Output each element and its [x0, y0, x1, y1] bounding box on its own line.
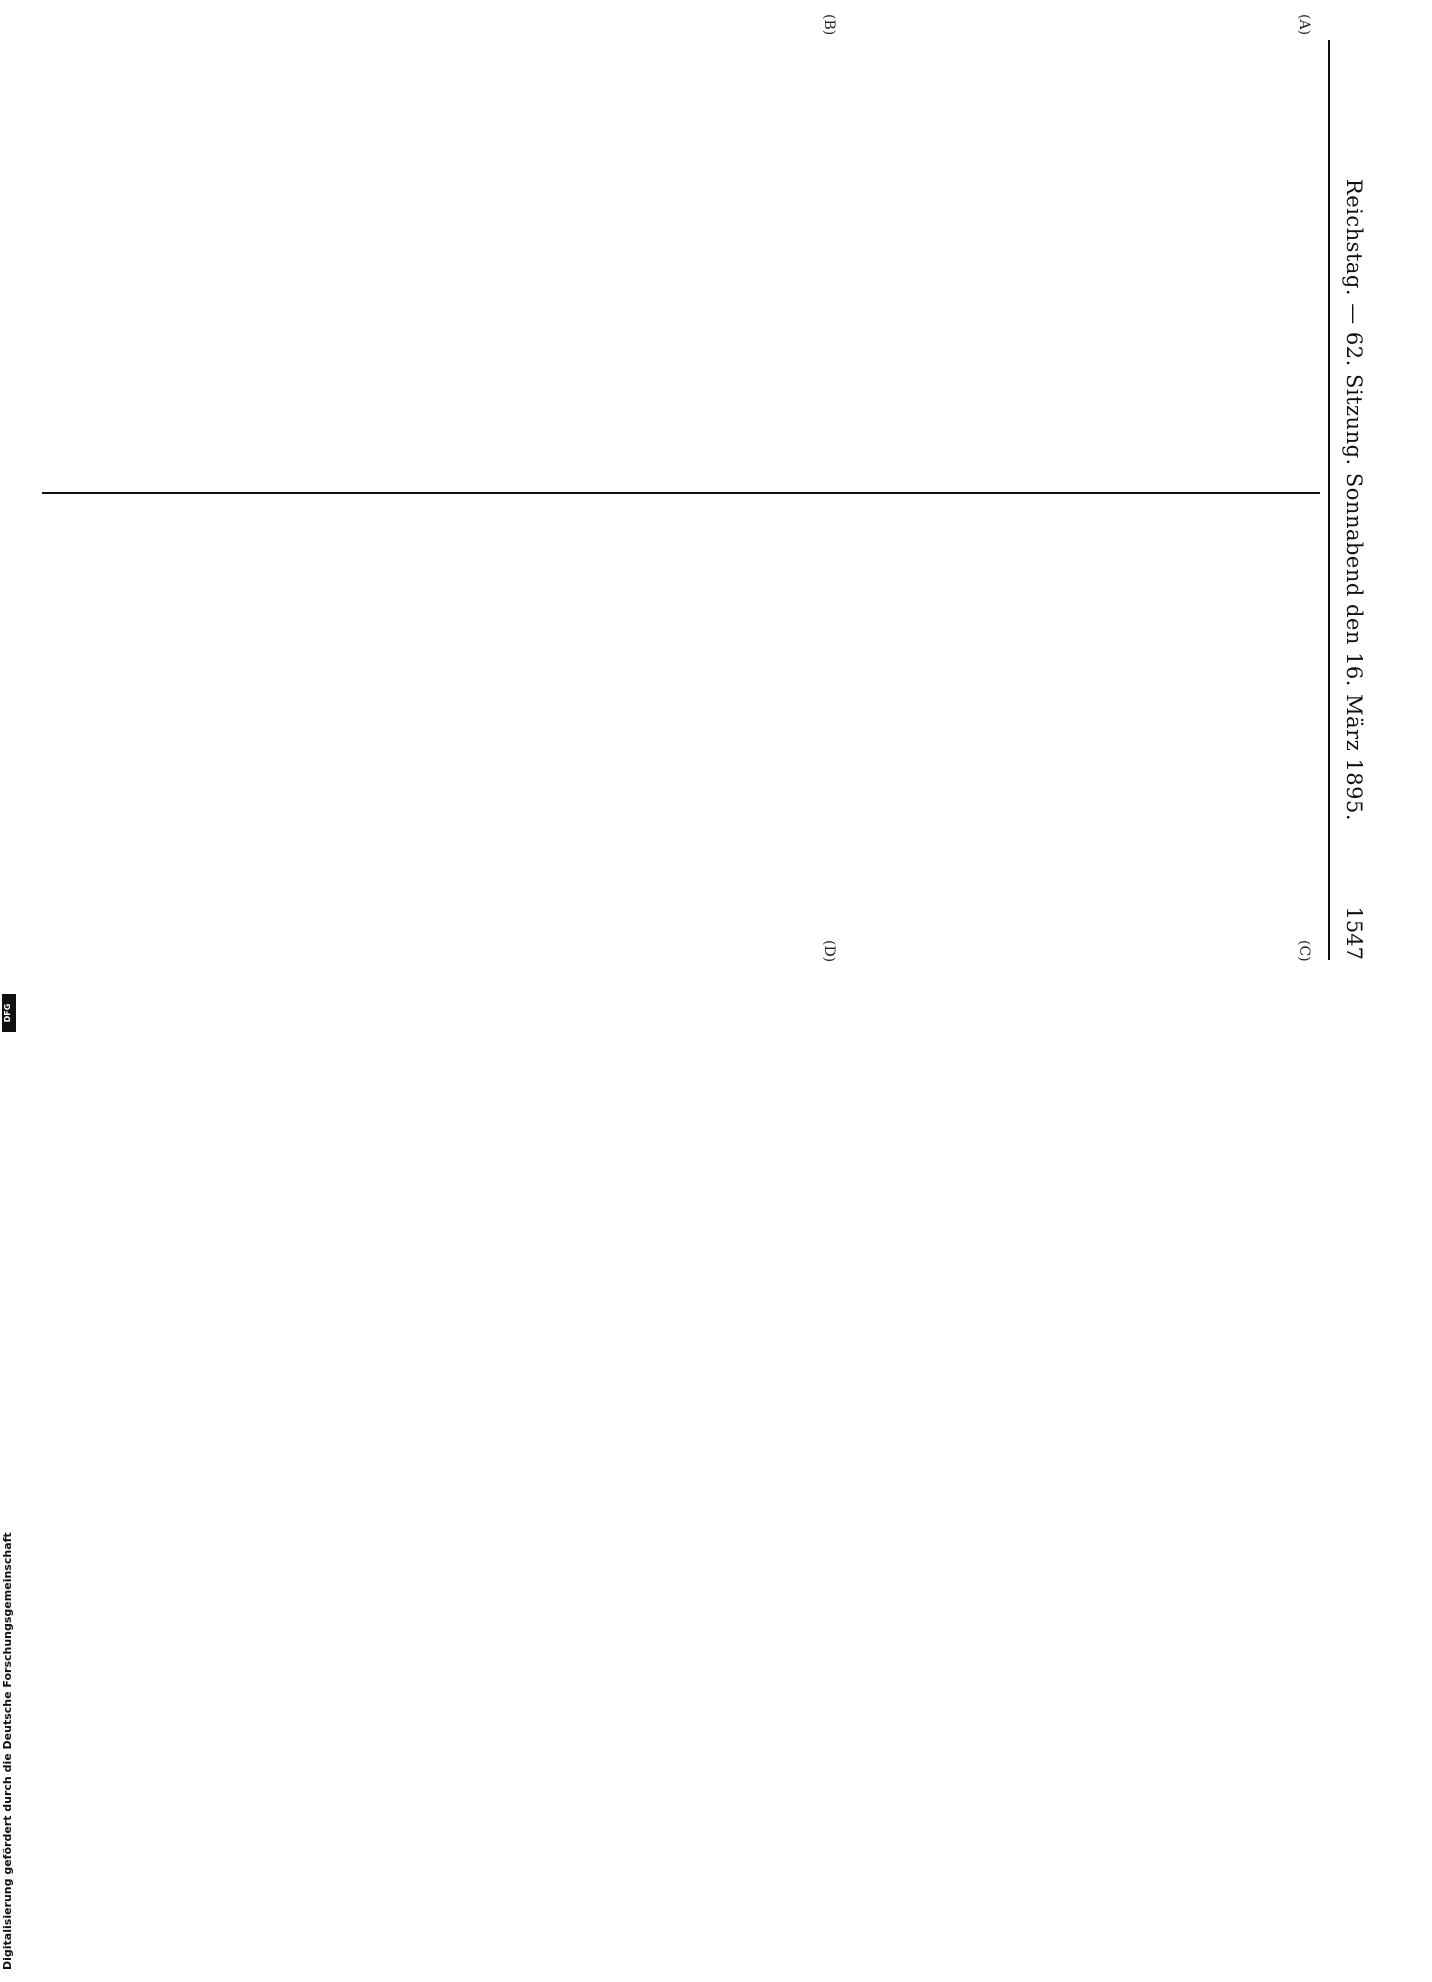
margin-marker-b: (B)	[821, 14, 837, 36]
dfg-logo-text: DFG	[3, 1003, 12, 1023]
header-rule	[1328, 40, 1330, 960]
page-header	[1332, 40, 1372, 960]
header-title: Reichstag. — 62. Sitzung. Sonnabend den 16. März 1895.	[1342, 178, 1366, 822]
digitization-credit	[0, 982, 1432, 1970]
text-column-left	[42, 60, 1320, 465]
margin-marker-d: (D)	[821, 940, 837, 963]
dfg-logo	[2, 994, 16, 1032]
document-page	[2, 0, 1382, 1000]
credit-text: Digitalisierung gefördert durch die Deutsche Forschungsgemeinschaft	[1, 1532, 14, 1970]
page-number: 1547	[1342, 906, 1366, 960]
margin-marker-a: (A)	[1296, 14, 1312, 36]
column-divider	[42, 492, 1320, 494]
text-column-right	[42, 520, 1320, 925]
margin-marker-c: (C)	[1296, 940, 1312, 962]
